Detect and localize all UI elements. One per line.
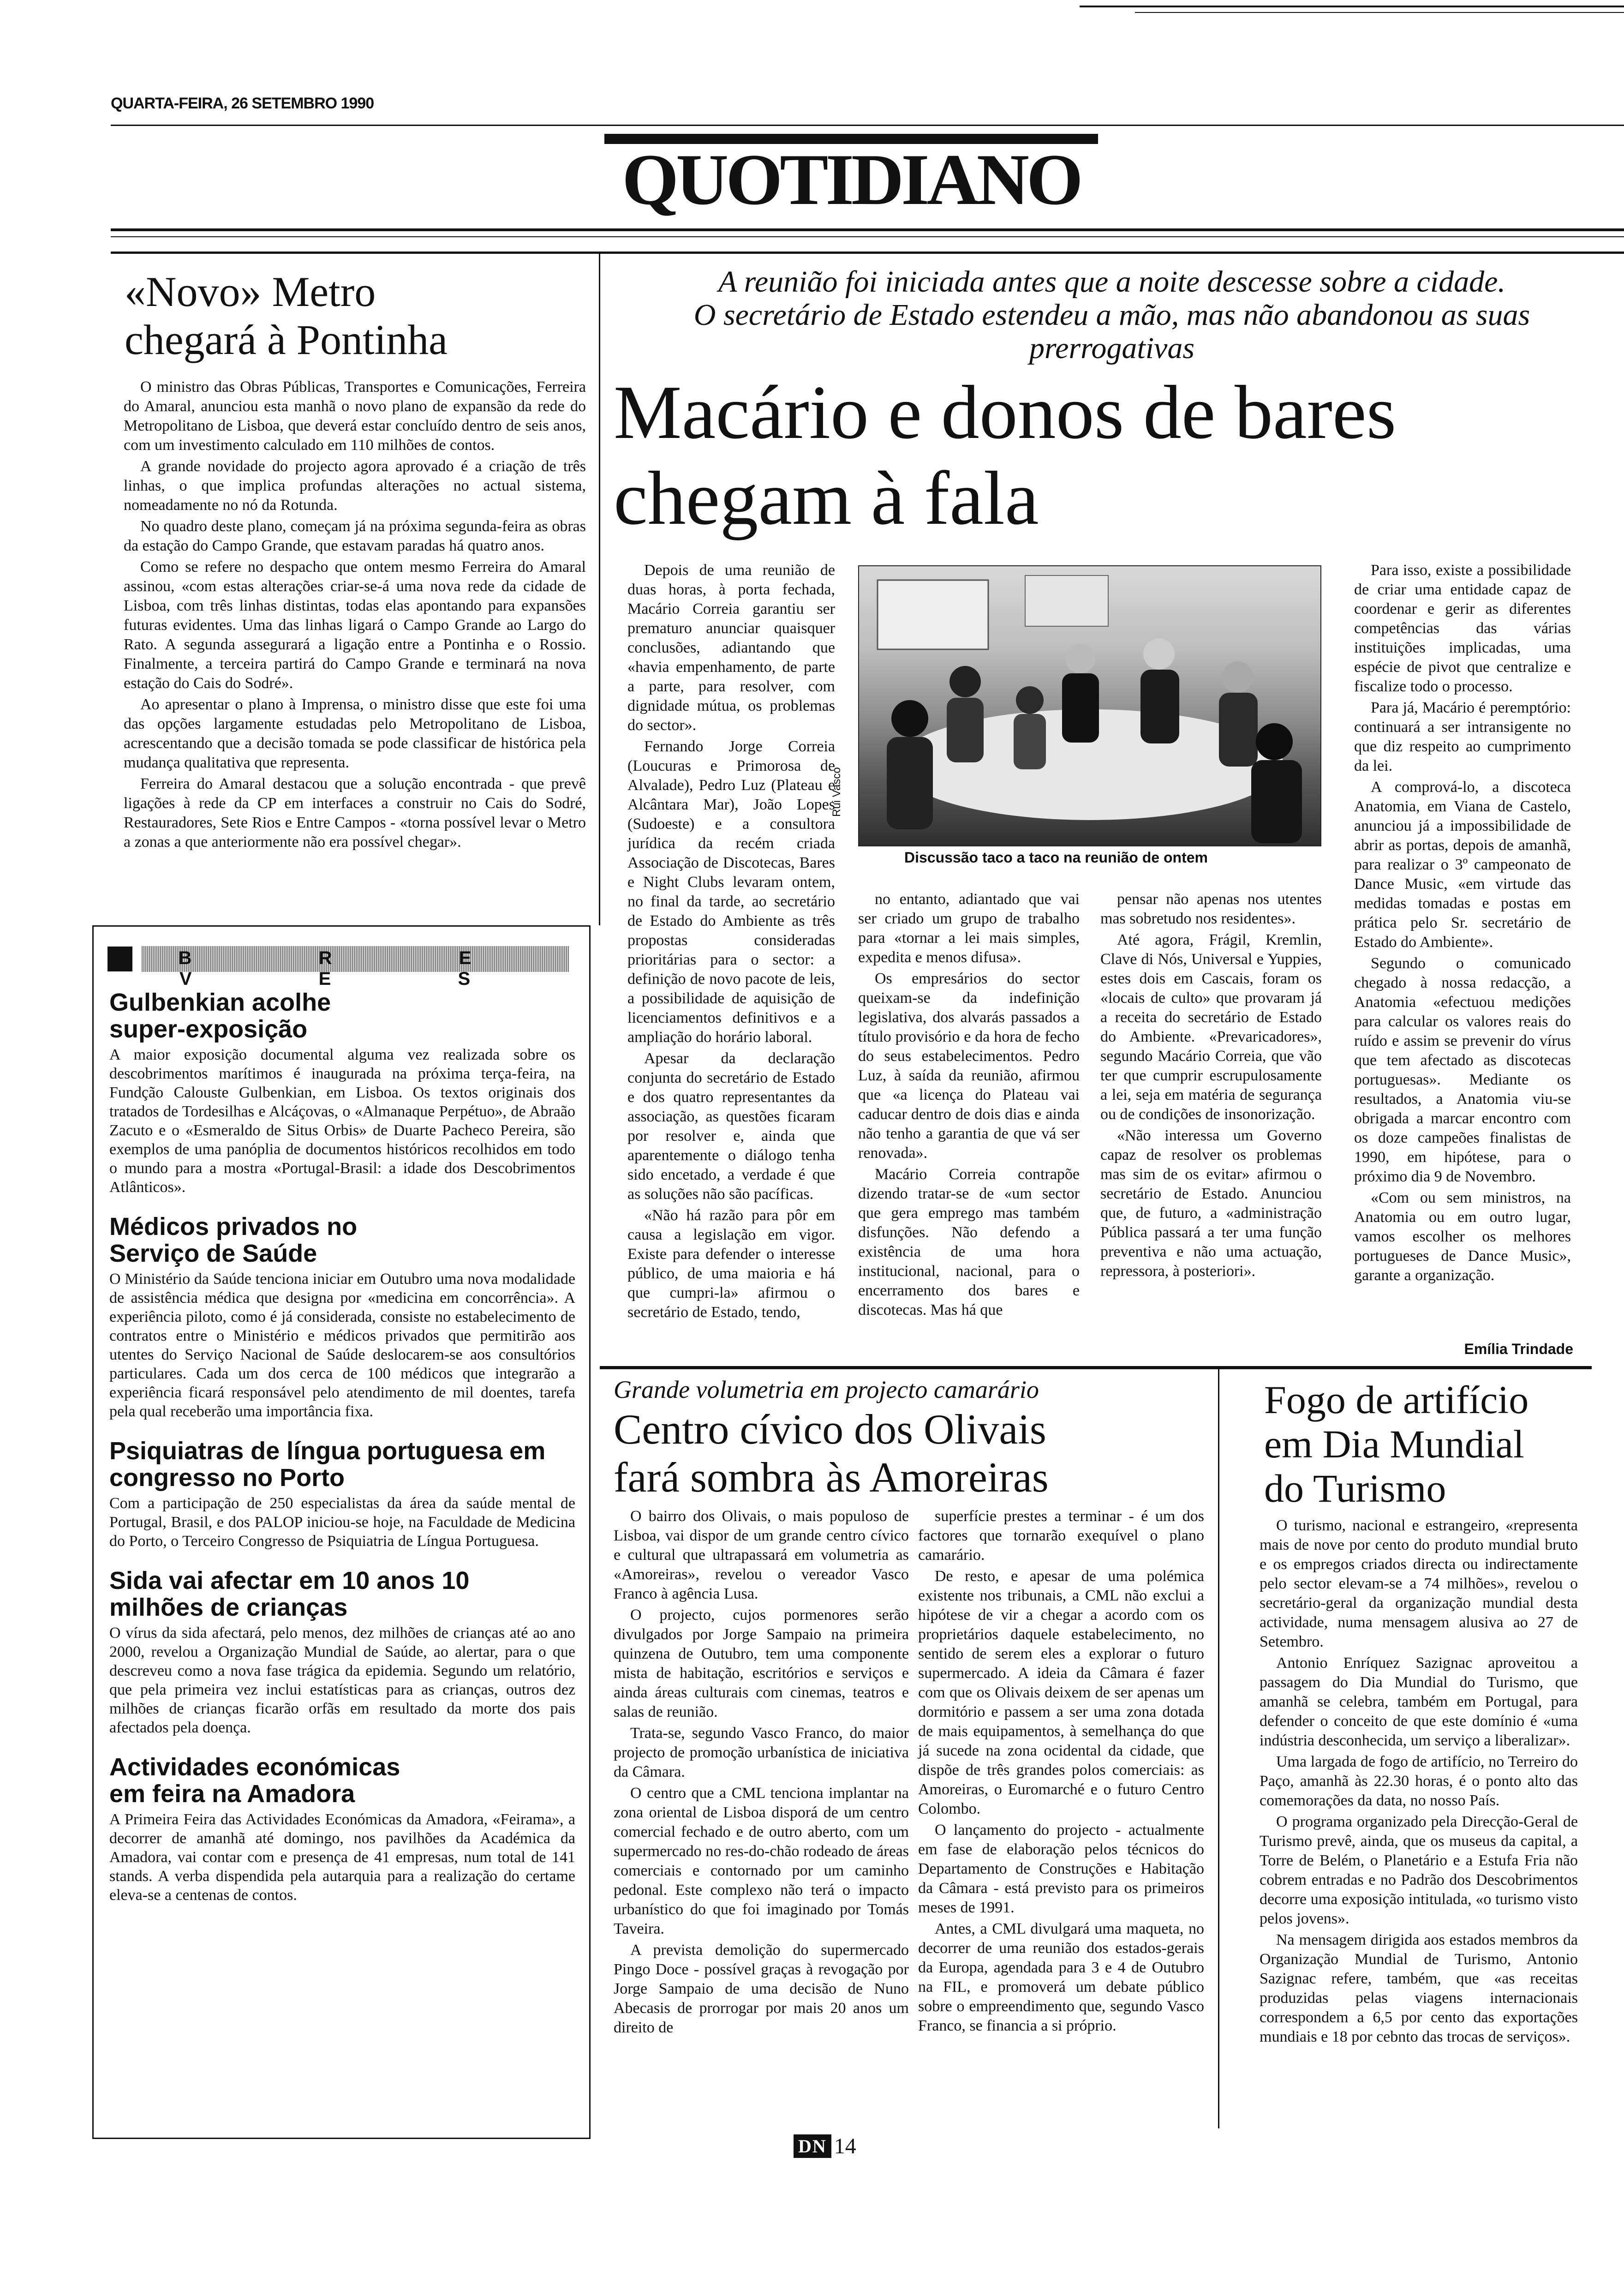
macario-kicker-line3: prerrogativas <box>1029 331 1195 365</box>
turismo-paragraph: O programa organizado pela Direcção-Geral de Turismo prevê, ainda, que os museus da capital, a Torre de Belém, o Planetário e a Estufa Fria não cobrem entradas e no Padrão dos Descobrimentos decorre uma exposição intitulada, «o turismo visto pelos jovens». <box>1260 1813 1578 1927</box>
olivais-paragraph: Antes, a CML divulgará uma maqueta, no decorrer de uma reunião dos estados-gerais da Europa, agendada para 3 e 4 de Outubro na FIL, e promoverá um debate público sobre o empreendimento que, segundo Vasco Franco, se financia a si próprio. <box>918 1920 1204 2034</box>
metro-headline-line2: chegará à Pontinha <box>125 316 448 363</box>
breves-item-text: O vírus da sida afectará, pelo menos, dez milhões de crianças até ao ano 2000, revelou a Organização Mundial de Saúde, ao alertar, para o que descreveu como a nova fase trágica da epidemia. Segundo um relatório, que pela primeira vez inclui estatísticas para as crianças, outros dez milhões de crianças ficarão orfãs em resultado da morte dos pais afectados pela doença. <box>109 1624 575 1736</box>
olivais-headline-line1: Centro cívico dos Olivais <box>614 1406 1046 1453</box>
breves-banner-block <box>107 947 132 971</box>
turismo-headline-line3: do Turismo <box>1264 1466 1446 1510</box>
turismo-headline-line2: em Dia Mundial <box>1264 1422 1524 1466</box>
dn-logo: DN <box>794 2134 831 2158</box>
breves-list <box>109 989 575 1921</box>
dateline: QUARTA-FEIRA, 26 SETEMBRO 1990 <box>111 95 374 112</box>
metro-paragraph: A grande novidade do projecto agora aprovado é a criação de três linhas, o que implica profundas alterações no actual sistema, nomeadamente no nó da Rotunda. <box>124 458 586 514</box>
section-bottom-rule-2 <box>111 236 1624 237</box>
breves-item <box>109 1213 575 1421</box>
olivais-kicker: Grande volumetria em projecto camarário <box>614 1376 1039 1403</box>
breves-item-title: Gulbenkian acolhe super-exposição <box>109 989 331 1043</box>
olivais-column-2 <box>918 1507 1204 2037</box>
macario-paragraph: Depois de uma reunião de duas horas, à porta fechada, Macário Correia garantiu ser prematuro anunciar quaisquer conclusões, adiantando que «havia empenhamento, de parte a parte, para resolver, com dignidade mútua, os problemas do sector». <box>627 562 835 734</box>
turismo-headline-line1: Fogo de artifício <box>1264 1378 1529 1422</box>
macario-paragraph: «Não há razão para pôr em causa a legislação em vigor. Existe para defender o interesse público, de uma maioria e há que cumpri-la» afirmou o secretário de Estado, tendo, <box>627 1207 835 1321</box>
macario-kicker <box>609 265 1615 365</box>
olivais-paragraph: O projecto, cujos pormenores serão divulgados por Jorge Sampaio na primeira quinzena de Outubro, tem uma componente mista de habitação, escritórios e serviços e ainda áreas culturais com cinemas, teatros e salas de reunião. <box>614 1606 909 1720</box>
macario-paragraph: Fernando Jorge Correia (Loucuras e Primorosa de Alvalade), Pedro Luz (Plateau e Alcântara Mar), João Lopes (Sudoeste) e a consultora jurídica da recém criada Associação de Discotecas, Bares e Night Clubs levaram ontem, no final da tarde, ao secretário de Estado do Ambiente as três propostas consideradas prioritárias para o sector: a definição de novo pacote de leis, a possibilidade de aquisição de licenciamentos definitivos e a ampliação do horário laboral. <box>627 738 835 1046</box>
olivais-headline <box>614 1405 1213 1501</box>
section-title: QUOTIDIANO <box>622 139 1081 220</box>
column-rule-right <box>1218 1369 1219 2128</box>
metro-article <box>106 258 586 854</box>
macario-paragraph: pensar não apenas nos utentes mas sobretudo nos residentes». <box>1100 891 1322 927</box>
breves-item-text: A Primeira Feira das Actividades Económicas da Amadora, «Feirama», a decorrer de amanhã até domingo, nos pavilhões da Académica da Amadora, vai contar com e presença de 41 empresas, num total de 141 stands. A verba dispendida pela autarquia para a realização do certame eleva-se a centenas de contos. <box>109 1811 575 1904</box>
macario-column-1 <box>627 561 835 1324</box>
lower-section-rule <box>600 1366 1592 1369</box>
macario-headline-line1: Macário e donos de bares <box>614 370 1397 455</box>
macario-paragraph: Para isso, existe a possibilidade de criar uma entidade capaz de coordenar e gerir as diferentes competências das várias instituições implicadas, uma espécie de pivot que centralize e fiscalize todo o processo. <box>1354 562 1571 695</box>
macario-paragraph: Macário Correia contrapõe dizendo tratar-se de «um sector que gera emprego mas também disfunções. Não defendo a existência de uma hora institucional, nacional, para o encerramento dos bares e discotecas. Mas há que <box>858 1166 1080 1318</box>
olivais-headline-line2: fará sombra às Amoreiras <box>614 1454 1049 1501</box>
macario-headline-line2: chegam à fala <box>614 455 1039 540</box>
macario-column-3 <box>1100 890 1322 1283</box>
macario-paragraph: A comprová-lo, a discoteca Anatomia, em Viana de Castelo, anunciou já a impossibilidade de abrir as portas, depois de amanhã, para realizar o 3º campeonato de Dance Music, «em virtude das medidas tomadas e postas em prática pelo Sr. secretário de Estado do Ambiente». <box>1354 779 1571 951</box>
metro-paragraph: Como se refere no despacho que ontem mesmo Ferreira do Amaral assinou, «com estas alterações criar-se-á uma nova rede da cidade de Lisboa, com três linhas distintas, todas elas apontando para expansões futuras evidentes. Uma das linhas ligará o Campo Grande ao Largo do Rato. A segunda assegurará a ligação entre a Pontinha e o Rossio. Finalmente, a terceira partirá do Campo Grande e terminará na nova estação do Cais do Sodré». <box>124 558 586 692</box>
macario-paragraph: no entanto, adiantado que vai ser criado um grupo de trabalho para «tornar a lei mais simples, expedita e menos difusa». <box>858 891 1080 966</box>
macario-kicker-line1: A reunião foi iniciada antes que a noite descesse sobre a cidade. <box>718 265 1505 299</box>
macario-headline <box>614 369 1619 541</box>
breves-item-title: Sida vai afectar em 10 anos 10 milhões de crianças <box>109 1567 470 1621</box>
breves-item <box>109 989 575 1197</box>
metro-paragraph: No quadro deste plano, começam já na próxima segunda-feira as obras da estação do Campo Grande, que estavam paradas há quatro anos. <box>124 518 586 554</box>
olivais-column-1 <box>614 1507 909 2039</box>
column-rule-left <box>599 254 600 925</box>
macario-paragraph: Até agora, Frágil, Kremlin, Clave di Nós, Universal e Yuppies, estes dois em Cascais, foram os «locais de culto» que provaram já a receita do secretário de Estado do Ambiente. «Prevaricadores», segundo Macário Correia, que vão ter que cumprir escrupulosamente a lei, seja em matéria de segurança ou de condições de insonorização. <box>1100 931 1322 1123</box>
breves-item <box>109 1567 575 1737</box>
olivais-paragraph: superfície prestes a terminar - é um dos factores que tornarão exequível o plano camarário. <box>918 1508 1204 1564</box>
metro-body <box>106 378 586 852</box>
breves-box <box>92 925 591 2139</box>
breves-item-title: Psiquiatras de língua portuguesa em congresso no Porto <box>109 1437 546 1492</box>
turismo-paragraph: Antonio Enríquez Sazignac aproveitou a passagem do Dia Mundial do Turismo, que amanhã se celebra, também em Portugal, para defender o conceito de que este domínio é «uma indústria desconhecida, um serviço a liberalizar». <box>1260 1654 1578 1749</box>
breves-item-text: A maior exposição documental alguma vez realizada sobre os descobrimentos marítimos é inaugurada na próxima terça-feira, na Fundção Calouste Gulbenkian, em Lisboa. Os textos originais dos tratados de Tordesilhas e Alcáçovas, o «Almanaque Perpétuo», de Abraão Zacuto e o «Esmeraldo de Situs Orbis» de Duarte Pacheco Pereira, são exemplos de uma panóplia de documentos históricos recolhidos em todo o mundo para a mostra «Portugal-Brasil: a idade dos Descobrimentos Atlânticos». <box>109 1046 575 1196</box>
macario-column-4 <box>1354 561 1571 1287</box>
breves-banner-label: B R E V E S <box>178 948 532 989</box>
macario-paragraph: «Não interessa um Governo capaz de resolver os problemas mas sim de os evitar» afirmou o secretário de Estado. Anunciou que, de futuro, a «administração Pública passará a ter uma função preventiva e não uma actuação, repressora, à posteriori». <box>1100 1127 1322 1280</box>
olivais-paragraph: De resto, e apesar de uma polémica existente nos tribunais, a CML não exclui a hipótese de vir a chegar a acordo com os proprietários daquele estabelecimento, no sentido de serem eles a explorar o futuro supermercado. A ideia da Câmara é fazer com que os Olivais deixem de ser apenas um dormitório e passem a ser uma zona dotada de mais equipamentos, à semelhança do que já sucede na zona ocidental da cidade, que dispõe de três grandes polos comerciais: as Amoreiras, o Euromarché e o futuro Centro Colombo. <box>918 1568 1204 1817</box>
breves-item-title: Médicos privados no Serviço de Saúde <box>109 1213 358 1267</box>
breves-item-title: Actividades económicas em feira na Amadora <box>109 1753 400 1808</box>
breves-item <box>109 1754 575 1905</box>
breves-banner-strip <box>142 946 569 989</box>
metro-headline <box>125 268 586 364</box>
top-rule-2 <box>1135 12 1624 13</box>
macario-paragraph: Segundo o comunicado chegado à nossa redacção, a Anatomia «efectuou medições para calcular os valores reais do ruído e assim se prevenir do vírus que tem afectado as discotecas portuguesas». Mediante os resultados, a Anatomia viu-se obrigada a marcar encontro com os doze campeões finalistas de 1990, em hipótese, para o próximo dia 9 de Novembro. <box>1354 955 1571 1185</box>
section-bottom-rule-1 <box>111 228 1624 231</box>
olivais-paragraph: A prevista demolição do supermercado Pingo Doce - possível graças à revogação por Jorge Sampaio de uma decisão de Nuno Abecasis de prorrogar por mais 20 anos um direito de <box>614 1941 909 2036</box>
breves-item <box>109 1438 575 1551</box>
macario-kicker-line2: O secretário de Estado estendeu a mão, mas não abandonou as suas <box>693 298 1530 332</box>
metro-paragraph: Ao apresentar o plano à Imprensa, o ministro disse que este foi uma das opções largamente estudadas pelo Metropolitano de Lisboa, acrescentando que a decisão tomada se pode classificar de histórica pela mudança qualitativa que representa. <box>124 696 586 771</box>
turismo-headline <box>1264 1378 1596 1510</box>
page-footer <box>794 2132 856 2160</box>
page-number: 14 <box>834 2133 856 2158</box>
macario-paragraph: «Com ou sem ministros, na Anatomia ou em outro lugar, vamos escolher os melhores portugueses de Dance Music», garante a organização. <box>1354 1189 1571 1284</box>
macario-paragraph: Os empresários do sector queixam-se da indefinição legislativa, dos alvarás passados a título provisório e da hora de fecho do seus estabelecimentos. Pedro Luz, à saída da reunião, afirmou que «a licença do Plateau vai caducar dentro de dois dias e ainda não tenho a garantia de que vá ser renovada». <box>858 970 1080 1162</box>
section-bottom-rule-3 <box>111 252 1624 254</box>
meeting-photo <box>858 565 1321 846</box>
breves-item-text: O Ministério da Saúde tenciona iniciar em Outubro uma nova modalidade de assistência médica que designa por «medicina em concorrência». A experiência piloto, como é já considerada, consiste no estabelecimento de contratos entre o Ministério e médicos privados que permitirão aos utentes do Serviço Nacional de Saúde deslocarem-se aos consultórios particulares. Cada um dos cerca de 100 médicos que integrarão a experiência ficará responsável pelo atendimento de mil doentes, tarefa pela qual receberão uma importância fixa. <box>109 1270 575 1420</box>
macario-column-2 <box>858 890 1080 1322</box>
macario-paragraph: Apesar da declaração conjunta do secretário de Estado e dos quatro representantes da associação, as questões ficaram por resolver e, ainda que aparentemente o diálogo tenha sido encetado, a verdade é que as soluções não são pacíficas. <box>627 1050 835 1203</box>
photo-caption: Discussão taco a taco na reunião de ontem <box>904 849 1208 866</box>
macario-paragraph: Para já, Macário é peremptório: continuará a ser intransigente no que diz respeito ao cumprimento da lei. <box>1354 699 1571 774</box>
olivais-paragraph: O lançamento do projecto - actualmente em fase de elaboração pelos técnicos do Departamento de Construções e Habitação da Câmara - está previsto para os primeiros meses de 1991. <box>918 1822 1204 1916</box>
breves-item-text: Com a participação de 250 especialistas da área da saúde mental de Portugal, Brasil, e dos PALOP iniciou-se hoje, na Faculdade de Medicina do Porto, o Terceiro Congresso de Psiquiatria de Língua Portuguesa. <box>109 1495 575 1550</box>
breves-banner <box>107 945 569 989</box>
turismo-body <box>1260 1516 1578 2049</box>
metro-headline-line1: «Novo» Metro <box>125 268 376 315</box>
turismo-paragraph: O turismo, nacional e estrangeiro, «representa mais de nove por cento do produto mundial bruto e os empregos criados directa ou indirectamente pelo sector elevam-se a 74 milhões», revelou o secretário-geral da organização mundial desta actividade, numa mensagem alusiva ao 27 de Setembro. <box>1260 1517 1578 1650</box>
photo-credit: Rui Vasco <box>830 767 843 817</box>
macario-byline: Emília Trindade <box>1464 1341 1573 1357</box>
meeting-photo-illustration <box>859 566 1320 845</box>
metro-paragraph: Ferreira do Amaral destacou que a solução encontrada - que prevê ligações à rede da CP em interfaces a construir no Cais do Sodré, Restauradores, Sete Rios e Entre Campos - «torna possível levar o Metro a zonas a que anteriormente não era possível chegar». <box>124 775 586 851</box>
metro-paragraph: O ministro das Obras Públicas, Transportes e Comunicações, Ferreira do Amaral, anunciou esta manhã o novo plano de expansão da rede do Metropolitano de Lisboa, que deverá estar concluído dentro de seis anos, com um investimento calculado em 110 milhões de contos. <box>124 378 586 454</box>
olivais-paragraph: Trata-se, segundo Vasco Franco, do maior projecto de promoção urbanística de iniciativa da Câmara. <box>614 1725 909 1780</box>
olivais-paragraph: O bairro dos Olivais, o mais populoso de Lisboa, vai dispor de um grande centro cívico e cultural que ultrapassará em volumetria as «Amoreiras», revelou o vereador Vasco Franco à agência Lusa. <box>614 1508 909 1602</box>
top-rule-1 <box>1080 6 1624 7</box>
dateline-rule <box>111 125 1624 126</box>
olivais-paragraph: O centro que a CML tenciona implantar na zona oriental de Lisboa disporá de um centro comercial fechado e de outro aberto, com um supermercado no res-do-chão rodeado de áreas comerciais e contornado por um caminho pedonal. Este complexo não terá o impacto urbanístico do que foi imaginado por Tomás Taveira. <box>614 1785 909 1937</box>
turismo-paragraph: Uma largada de fogo de artifício, no Terreiro do Paço, amanhã às 22.30 horas, é o ponto alto das comemorações da data, no nosso País. <box>1260 1753 1578 1809</box>
turismo-paragraph: Na mensagem dirigida aos estados membros da Organização Mundial de Turismo, Antonio Sazignac refere, também, que «as receitas produzidas pelas viagens internacionais correspondem a 6,5 por cento das exportações mundiais e 18 por cebnto das trocas de serviços». <box>1260 1931 1578 2045</box>
